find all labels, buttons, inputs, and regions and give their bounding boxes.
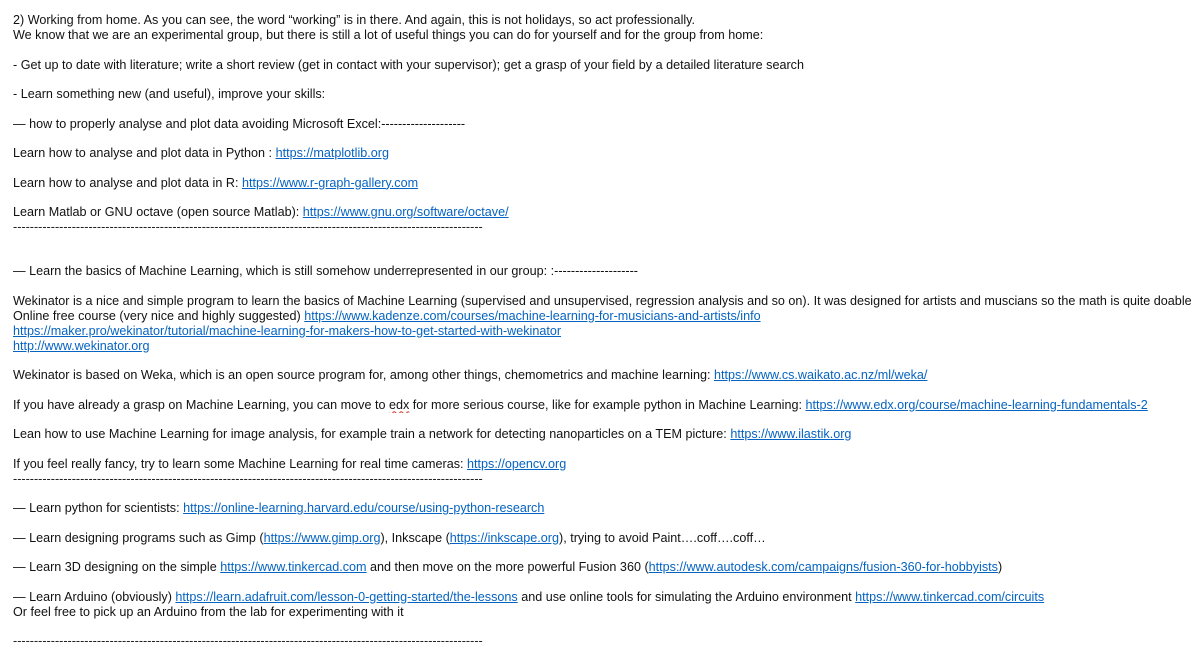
harvard-text: — Learn python for scientists: [13,501,184,515]
ilastik-link[interactable]: https://www.ilastik.org [730,427,852,441]
tinkercad-line [13,560,1198,575]
learn-item: - Learn something new (and useful), improve your skills: [13,87,326,101]
inkscape-link[interactable]: https://inkscape.org [449,530,559,545]
r-line [13,176,1198,191]
r-graph-gallery-link[interactable]: https://www.r-graph-gallery.com [241,175,419,190]
tink-text-a: — Learn 3D designing on the simple [13,560,221,574]
ilastik-text: Lean how to use Machine Learning for image analysis, for example train a network for detecting nanoparticles on a TEM picture: [13,427,731,441]
gimp-text-a: — Learn designing programs such as Gimp ( [13,530,264,545]
kadenze-text: Online free course (very nice and highly suggested) [13,308,305,323]
harvard-line [13,501,1198,516]
circuits-link[interactable]: https://www.tinkercad.com/circuits [855,589,1045,604]
data-analysis-header: — how to properly analyse and plot data avoiding Microsoft Excel:-------------------- [13,116,466,131]
tinkercad-link[interactable]: https://www.tinkercad.com [220,560,367,574]
edx-link[interactable]: https://www.edx.org/course/machine-learning-fundamentals-2 [805,397,1148,412]
weka-line [13,368,1198,383]
arduino-line [13,590,1198,605]
gimp-text-b: ), Inkscape ( [380,530,450,545]
opencv-line [13,457,1198,472]
edx-line [13,398,1198,413]
maker-pro-link[interactable]: https://maker.pro/wekinator/tutorial/machine-learning-for-makers-how-to-get-started-with-wekinator [13,323,562,338]
weka-link[interactable]: https://www.cs.waikato.ac.nz/ml/weka/ [713,368,928,382]
matplotlib-link[interactable]: https://matplotlib.org [275,146,389,160]
harvard-link[interactable]: https://online-learning.harvard.edu/course/using-python-research [183,501,545,515]
edx-word: edx [388,397,410,412]
opencv-link[interactable]: https://opencv.org [467,456,567,471]
gimp-text-c: ), trying to avoid Paint….coff….coff… [559,530,766,545]
intro-line-2: We know that we are an experimental group, but there is still a lot of useful things you can do for yourself and for the group from home: [13,28,764,42]
divider-1: ---------------------------------------------------------------------------------------------------------------- [13,220,483,234]
literature-item: - Get up to date with literature; write a short review (get in contact with your supervisor); get a grasp of your field by a detailed literature search [13,57,804,72]
python-line [13,146,1198,161]
octave-link[interactable]: https://www.gnu.org/software/octave/ [302,205,509,219]
tink-text-b: and then move on the more powerful Fusion 360 ( [366,560,649,574]
wekinator-link[interactable]: http://www.wekinator.org [13,338,150,353]
wekinator-site-line [13,339,1198,354]
tink-text-c: ) [997,560,1003,574]
matlab-line [13,205,1198,220]
ilastik-line [13,427,1198,442]
weka-text: Wekinator is based on Weka, which is an open source program for, among other things, chemometrics and machine learning: [13,368,714,382]
r-text: Learn how to analyse and plot data in R: [13,175,242,190]
kadenze-line [13,309,1198,324]
gimp-line [13,531,1198,546]
python-text: Learn how to analyse and plot data in Python : [13,146,276,160]
intro-line-1: 2) Working from home. As you can see, the word “working” is in there. And again, this is not holidays, so act professionally. [13,13,696,27]
ard-text-a: — Learn Arduino (obviously) [13,589,176,604]
document-body [13,13,1198,649]
matlab-text: Learn Matlab or GNU octave (open source Matlab): [13,205,303,219]
divider-2: ---------------------------------------------------------------------------------------------------------------- [13,471,483,486]
maker-pro-line [13,324,1198,339]
ard-text-b: and use online tools for simulating the Arduino environment [517,589,856,604]
arduino-lab-line: Or feel free to pick up an Arduino from the lab for experimenting with it [13,604,404,619]
fusion-link[interactable]: https://www.autodesk.com/campaigns/fusion-360-for-hobbyists [648,560,998,574]
kadenze-link[interactable]: https://www.kadenze.com/courses/machine-learning-for-musicians-and-artists/info [304,308,761,323]
adafruit-link[interactable]: https://learn.adafruit.com/lesson-0-getting-started/the-lessons [175,589,518,604]
divider-3: ---------------------------------------------------------------------------------------------------------------- [13,634,483,648]
gimp-link[interactable]: https://www.gimp.org [263,530,381,545]
ml-header: — Learn the basics of Machine Learning, which is still somehow underrepresented in our group: :-------------------- [13,264,639,278]
opencv-text: If you feel really fancy, try to learn some Machine Learning for real time cameras: [13,456,468,471]
edx-text-a: If you have already a grasp on Machine Learning, you can move to [13,397,389,412]
wekinator-intro: Wekinator is a nice and simple program to learn the basics of Machine Learning (supervised and unsupervised, regression analysis and so on). It was designed for artists and muscians so the math is quite doable [13,293,1192,308]
edx-text-b: for more serious course, like for example python in Machine Learning: [409,397,806,412]
